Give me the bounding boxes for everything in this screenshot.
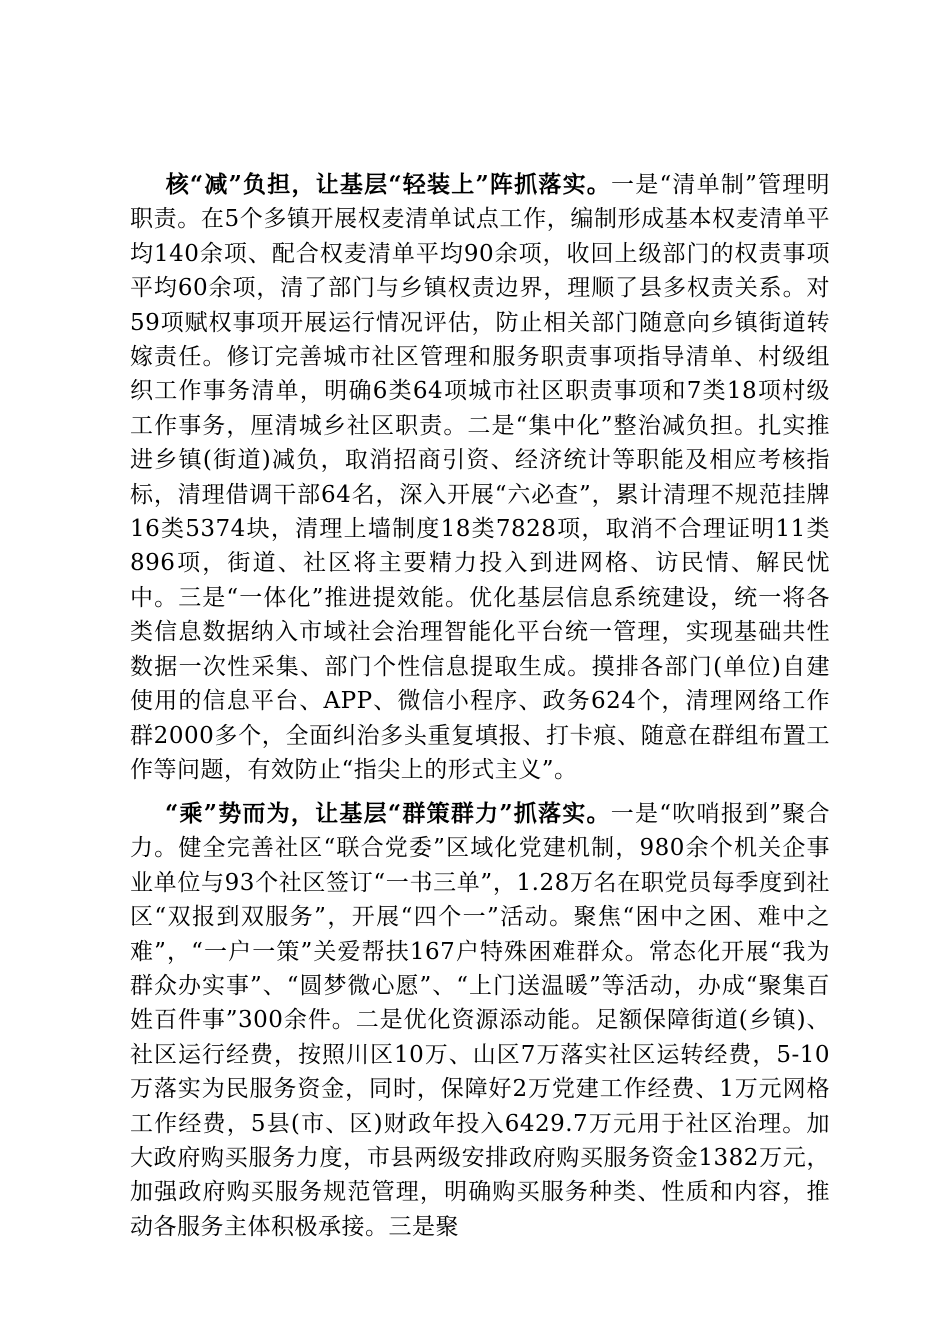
paragraph	[130, 168, 830, 787]
paragraph-body: 一是“吹哨报到”聚合力。健全完善社区“联合党委”区域化党建机制，980余个机关企事业单位与93个社区签订“一书三单”，1.28万名在职党员每季度到社区“双报到双服务”，开展“四个一”活动。聚焦“困中之困、难中之难”，“一户一策”关爱帮扶167户特殊困难群众。常态化开展“我为群众办实事”、“圆梦微心愿”、“上门送温暖”等活动，办成“聚集百姓百件事”300余件。二是优化资源添动能。足额保障街道(乡镇)、社区运行经费，按照川区10万、山区7万落实社区运转经费，5-10万落实为民服务资金，同时，保障好2万党建工作经费、1万元网格工作经费，5县(市、区)财政年投入6429.7万元用于社区治理。加大政府购买服务力度，市县两级安排政府购买服务资金1382万元，加强政府购买服务规范管理，明确购买服务种类、性质和内容，推动各服务主体积极承接。三是聚	[130, 801, 830, 1240]
paragraph-lead-heading: 核“减”负担，让基层“轻装上”阵抓落实。	[165, 171, 612, 198]
paragraph	[130, 797, 830, 1244]
paragraph-lead-heading: “乘”势而为，让基层“群策群力”抓落实。	[165, 800, 611, 827]
paragraph-body: 一是“清单制”管理明职责。在5个多镇开展权麦清单试点工作，编制形成基本权麦清单平均140余项、配合权麦清单平均90余项，收回上级部门的权责事项平均60余项，清了部门与乡镇权责边界，理顺了县多权责关系。对59项赋权事项开展运行情况评估，防止相关部门随意向乡镇街道转嫁责任。修订完善城市社区管理和服务职责事项指导清单、村级组织工作事务清单，明确6类64项城市社区职责事项和7类18项村级工作事务，厘清城乡社区职责。二是“集中化”整治减负担。扎实推进乡镇(街道)减负，取消招商引资、经济统计等职能及相应考核指标，清理借调干部64名，深入开展“六必查”，累计清理不规范挂牌16类5374块，清理上墙制度18类7828项，取消不合理证明11类896项，街道、社区将主要精力投入到进网格、访民情、解民忧中。三是“一体化”推进提效能。优化基层信息系统建设，统一将各类信息数据纳入市域社会治理智能化平台统一管理，实现基础共性数据一次性采集、部门个性信息提取生成。摸排各部门(单位)自建使用的信息平台、APP、微信小程序、政务624个，清理网络工作群2000多个，全面纠治多头重复填报、打卡痕、随意在群组布置工作等问题，有效防止“指尖上的形式主义”。	[130, 172, 830, 783]
